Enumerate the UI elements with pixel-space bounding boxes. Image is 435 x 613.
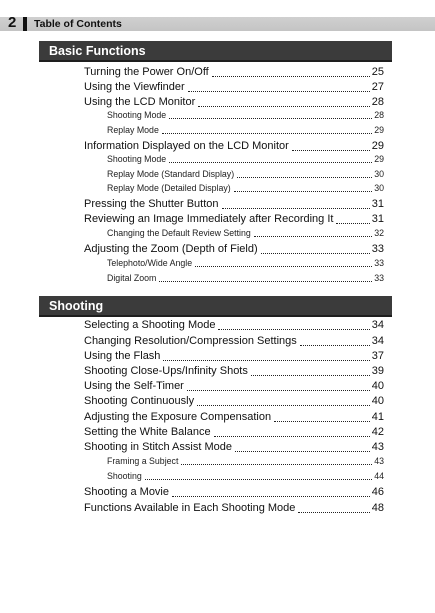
section-header [39,296,392,317]
dot-leader [234,189,373,192]
toc-entry-page-number: 42 [371,426,384,438]
toc-entry[interactable] [84,334,384,349]
toc-entry-label: Changing the Default Review Setting [107,228,251,238]
toc-entry-page-number: 41 [371,411,384,423]
toc-entry-page-number: 31 [371,198,384,210]
dot-leader [237,175,372,178]
toc-entry[interactable] [84,425,384,440]
running-header-title: Table of Contents [34,18,122,30]
toc-entry[interactable] [84,318,384,333]
toc-entry-label: Digital Zoom [107,273,157,283]
toc-entry-label: Pressing the Shutter Button [84,198,219,210]
dot-leader [159,279,372,282]
dot-leader [163,358,369,361]
toc-entry-label: Shooting Mode [107,110,167,120]
dot-leader [336,221,369,224]
toc-entry-page-number: 30 [374,183,384,193]
section-title: Shooting [49,299,104,313]
toc-entry-label: Adjusting the Zoom (Depth of Field) [84,243,258,255]
toc-entry-label: Replay Mode (Standard Display) [107,169,235,179]
toc-entry-label: Shooting Continuously [84,395,195,407]
toc-entry[interactable] [84,95,384,110]
dot-leader [145,477,372,480]
dot-leader [188,89,370,92]
toc-entry-page-number: 43 [374,456,384,466]
toc-entry-label: Shooting Close-Ups/Infinity Shots [84,365,248,377]
toc-entry-label: Functions Available in Each Shooting Mode [84,502,296,514]
toc-subentry[interactable] [107,168,384,181]
toc-entry-label: Shooting Mode [107,154,167,164]
toc-entry-page-number: 34 [371,319,384,331]
dot-leader [300,343,370,346]
toc-entry-page-number: 33 [374,258,384,268]
toc-entry-page-number: 40 [371,380,384,392]
toc-entry-label: Framing a Subject [107,456,179,466]
dot-leader [274,419,370,422]
dot-leader [162,131,372,134]
toc-entry-label: Adjusting the Exposure Compensation [84,411,272,423]
toc-entry-page-number: 25 [371,66,384,78]
toc-entry-page-number: 32 [374,228,384,238]
toc-subentry[interactable] [107,272,384,285]
dot-leader [187,388,370,391]
toc-entry-label: Turning the Power On/Off [84,66,209,78]
dot-leader [181,462,372,465]
toc-entry-page-number: 33 [371,243,384,255]
toc-entry[interactable] [84,349,384,364]
toc-subentry[interactable] [107,153,384,166]
toc-entry[interactable] [84,139,384,154]
toc-entry[interactable] [84,65,384,80]
toc-entry-page-number: 29 [374,154,384,164]
toc-entry-label: Selecting a Shooting Mode [84,319,216,331]
toc-entry-label: Replay Mode [107,125,159,135]
dot-leader [214,434,370,437]
dot-leader [169,160,372,163]
toc-entry-page-number: 33 [374,273,384,283]
toc-entry-page-number: 48 [371,502,384,514]
toc-subentry[interactable] [107,109,384,122]
header-marker [23,17,27,31]
dot-leader [222,206,370,209]
dot-leader [218,327,369,330]
toc-entry-page-number: 46 [371,486,384,498]
toc-entry[interactable] [84,394,384,409]
toc-entry-page-number: 37 [371,350,384,362]
dot-leader [197,403,370,406]
toc-entry-page-number: 40 [371,395,384,407]
dot-leader [254,234,372,237]
toc-entry-page-number: 30 [374,169,384,179]
toc-entry-page-number: 34 [371,335,384,347]
toc-entry-page-number: 28 [374,110,384,120]
toc-entry-label: Using the LCD Monitor [84,96,196,108]
toc-entry-page-number: 31 [371,213,384,225]
section-title: Basic Functions [49,44,146,58]
toc-subentry[interactable] [107,257,384,270]
dot-leader [172,494,370,497]
toc-subentry[interactable] [107,470,384,483]
dot-leader [198,104,369,107]
toc-entry[interactable] [84,379,384,394]
toc-entry[interactable] [84,242,384,257]
toc-subentry[interactable] [107,455,384,468]
toc-entry-page-number: 43 [371,441,384,453]
toc-entry[interactable] [84,80,384,95]
toc-subentry[interactable] [107,227,384,240]
toc-entry-label: Telephoto/Wide Angle [107,258,193,268]
toc-entry[interactable] [84,197,384,212]
toc-entry-page-number: 28 [371,96,384,108]
toc-entry-page-number: 29 [371,140,384,152]
toc-entry[interactable] [84,212,384,227]
toc-entry[interactable] [84,364,384,379]
toc-entry-label: Shooting in Stitch Assist Mode [84,441,232,453]
dot-leader [169,116,372,119]
toc-subentry[interactable] [107,124,384,137]
toc-entry-label: Shooting [107,471,142,481]
toc-entry-page-number: 29 [374,125,384,135]
dot-leader [292,148,370,151]
toc-entry-label: Using the Flash [84,350,161,362]
toc-entry[interactable] [84,410,384,425]
toc-entry-page-number: 27 [371,81,384,93]
toc-entry-label: Changing Resolution/Compression Settings [84,335,297,347]
toc-entry-label: Shooting a Movie [84,486,169,498]
dot-leader [261,251,370,254]
toc-entry-page-number: 44 [374,471,384,481]
toc-entry-label: Setting the White Balance [84,426,211,438]
section-header [39,41,392,62]
page-number: 2 [8,14,17,31]
toc-entry-label: Replay Mode (Detailed Display) [107,183,231,193]
dot-leader [212,74,370,77]
toc-entry-label: Using the Self-Timer [84,380,184,392]
toc-entry-label: Information Displayed on the LCD Monitor [84,140,289,152]
dot-leader [235,449,370,452]
toc-entry-label: Using the Viewfinder [84,81,185,93]
dot-leader [298,510,369,513]
toc-entry[interactable] [84,440,384,455]
toc-entry-label: Reviewing an Image Immediately after Recording It [84,213,334,225]
toc-subentry[interactable] [107,182,384,195]
dot-leader [195,264,372,267]
toc-entry-page-number: 39 [371,365,384,377]
toc-entry[interactable] [84,501,384,516]
toc-entry[interactable] [84,485,384,500]
dot-leader [251,373,370,376]
